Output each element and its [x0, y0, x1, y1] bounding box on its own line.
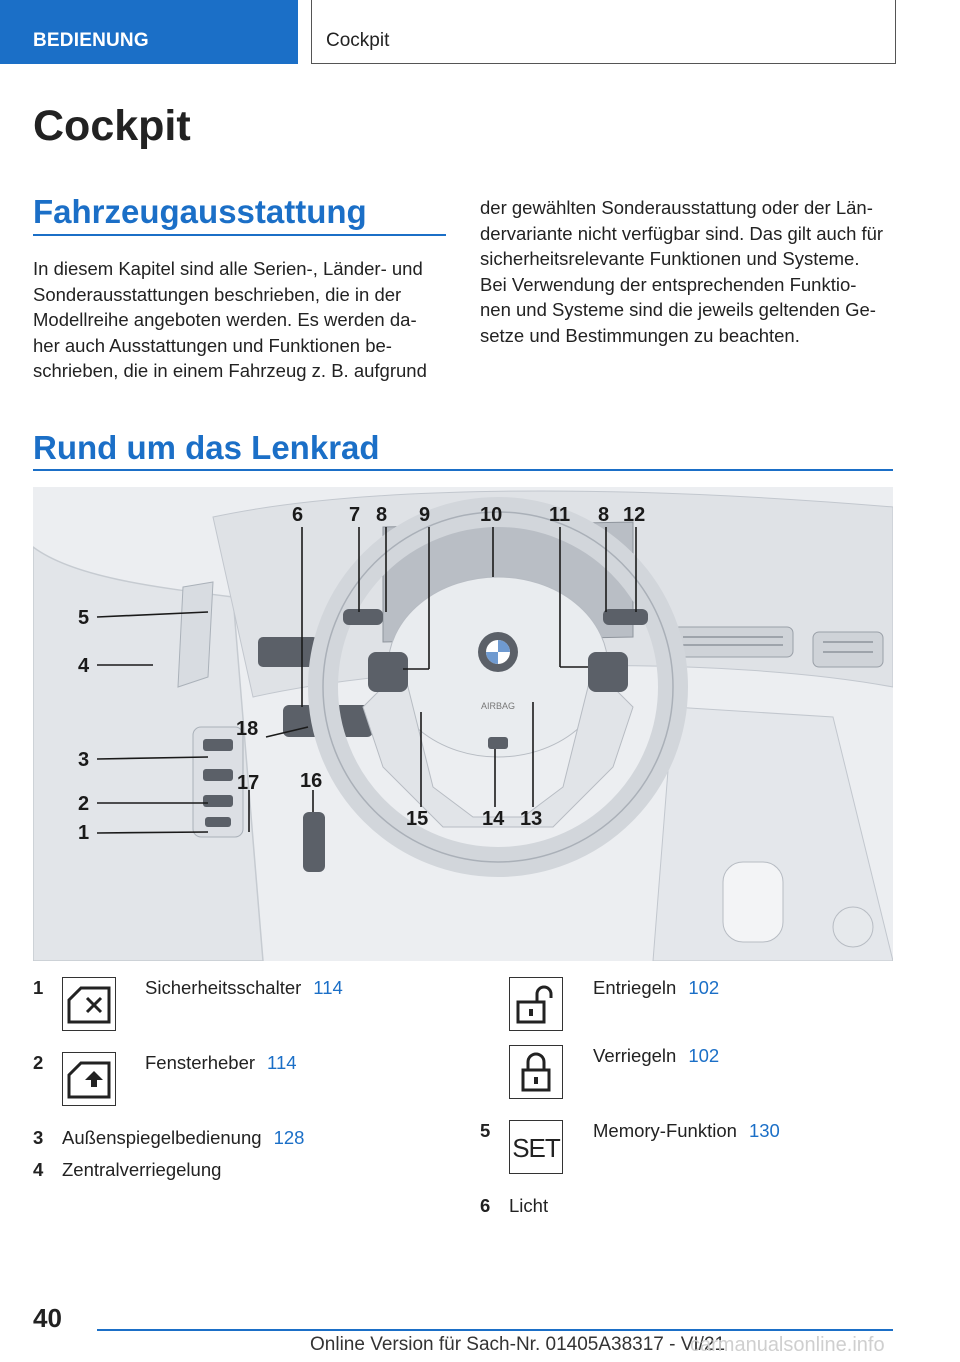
lock-icon: [509, 1045, 563, 1099]
callout-5: 5: [78, 607, 90, 629]
callout-16: 16: [300, 770, 323, 792]
page-reference-link[interactable]: 114: [313, 977, 343, 998]
text-line: dervariante nicht verfügbar sind. Das gilt auch für: [480, 222, 884, 244]
callout-4: 4: [78, 655, 90, 677]
callout-10: 10: [480, 504, 503, 526]
legend-label-2: [145, 1052, 297, 1074]
callout-12: 12: [623, 504, 646, 526]
page-reference-link[interactable]: 114: [267, 1052, 297, 1073]
callout-2: 2: [78, 793, 90, 815]
callout-9: 9: [419, 504, 431, 526]
text-line: Bei Verwendung der entsprechenden Funktio-: [480, 273, 857, 295]
callout-1: 1: [78, 822, 90, 844]
callout-6: 6: [292, 504, 304, 526]
legend-text: Zentralverriegelung: [62, 1159, 222, 1180]
section-rule: [33, 234, 446, 236]
watermark: carmanualsonline.info: [690, 1334, 885, 1356]
legend-num: 6: [480, 1195, 491, 1216]
power-window-icon: [62, 1052, 116, 1106]
paragraph-col2: [480, 195, 883, 348]
callout-13: 13: [520, 808, 543, 830]
set-button-icon: [509, 1120, 563, 1174]
legend-num: 5: [480, 1120, 491, 1141]
paragraph-col1: [33, 256, 427, 384]
legend-num: 1: [33, 977, 44, 998]
text-line: nen und Systeme sind die jeweils geltenden Ge-: [480, 299, 876, 320]
callout-8a: 8: [376, 504, 388, 526]
page-reference-link[interactable]: 128: [273, 1127, 305, 1148]
legend-text: Fensterheber: [145, 1052, 256, 1073]
online-version-note: Online Version für Sach-Nr. 01405A38317 - VI/21: [310, 1334, 726, 1355]
text-line: In diesem Kapitel sind alle Serien-, Länder- und: [33, 258, 423, 279]
callout-11: 11: [549, 504, 571, 526]
legend-num: 4: [33, 1159, 44, 1180]
legend-text: Licht: [509, 1195, 549, 1216]
text-line: der gewählten Sonderausstattung oder der Län-: [480, 197, 873, 218]
section-heading-fahrzeugausstattung: Fahrzeugausstattung: [33, 193, 367, 230]
chapter-label: Cockpit: [326, 30, 390, 51]
legend-label-1: [145, 977, 343, 999]
legend-text: Außenspiegelbedienung: [62, 1127, 262, 1148]
text-line: setze und Bestimmungen zu beachten.: [480, 324, 800, 346]
airbag-label: AIRBAG: [481, 701, 516, 711]
legend-num: 3: [33, 1127, 44, 1148]
legend-num: 2: [33, 1052, 44, 1073]
legend-text: Entriegeln: [593, 977, 677, 998]
text-line: schrieben, die in einem Fahrzeug z. B. aufgrund: [33, 360, 427, 381]
cockpit-illustration: [33, 487, 893, 961]
text-line: Modellreihe angeboten werden. Es werden da-: [33, 309, 417, 330]
set-icon-text: SET: [512, 1133, 560, 1163]
callout-3: 3: [78, 749, 90, 771]
text-line: Sonderausstattungen beschrieben, die in der: [33, 283, 402, 305]
chapter-box: [311, 0, 896, 64]
legend-label-lock: [593, 1045, 719, 1067]
legend-label-unlock: [593, 977, 719, 999]
callout-17: 17: [237, 772, 260, 794]
section-heading-lenkrad: Rund um das Lenkrad: [33, 429, 380, 466]
callout-8b: 8: [598, 504, 610, 526]
footer-rule: [97, 1329, 893, 1331]
callout-18: 18: [236, 718, 259, 740]
legend-label-5: [593, 1120, 780, 1142]
callout-14: 14: [482, 808, 505, 830]
cockpit-drawing: [33, 487, 893, 961]
page-reference-link[interactable]: 130: [748, 1120, 780, 1141]
page-reference-link[interactable]: 102: [688, 1045, 720, 1066]
section-rule: [33, 469, 893, 471]
text-line: sicherheitsrelevante Funktionen und Systeme.: [480, 248, 860, 269]
page-number: 40: [33, 1303, 62, 1333]
legend-text: Memory-Funktion: [593, 1120, 737, 1141]
unlock-icon: [509, 977, 563, 1031]
section-tab: [0, 0, 298, 64]
text-line: her auch Ausstattungen und Funktionen be-: [33, 334, 392, 356]
legend-text: Sicherheitsschalter: [145, 977, 302, 998]
legend-text: Verriegeln: [593, 1045, 677, 1066]
page-reference-link[interactable]: 102: [688, 977, 720, 998]
section-tab-label: BEDIENUNG: [33, 30, 149, 51]
window-safety-switch-icon: [62, 977, 116, 1031]
callout-15: 15: [406, 808, 429, 830]
callout-7: 7: [349, 504, 361, 526]
page-title: Cockpit: [33, 102, 191, 150]
